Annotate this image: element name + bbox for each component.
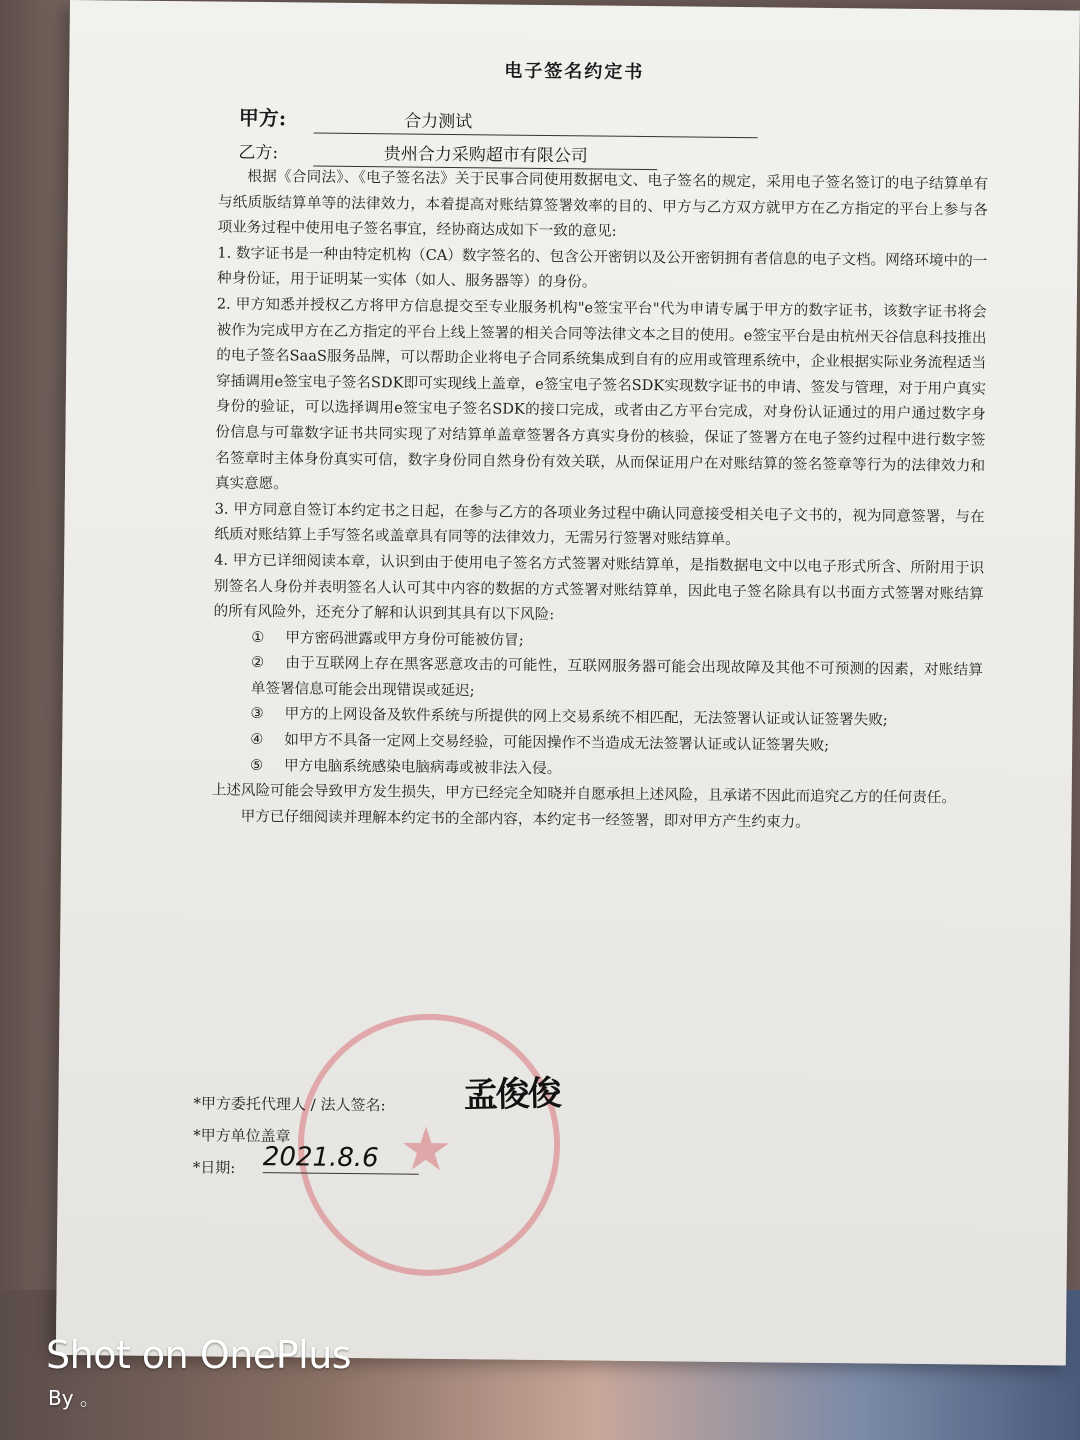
agent-signature-label: *甲方委托代理人 / 法人签名: bbox=[193, 1094, 386, 1115]
party-a-row bbox=[239, 102, 759, 138]
document-body bbox=[211, 164, 988, 837]
party-a-value: 合力测试 bbox=[314, 106, 758, 139]
clause-1: 1. 数字证书是一种由特定机构（CA）数字签名的、包含公开密钥以及公开密钥拥有者信息的电子文档。网络环境中的一种身份证，用于证明某一实体（如人、服务器等）的身份。 bbox=[217, 244, 988, 291]
closing-paragraph: 甲方已仔细阅读并理解本约定书的全部内容，本约定书一经签署，即对甲方产生约束力。 bbox=[240, 807, 810, 831]
clause-4: 4. 甲方已详细阅读本章，认识到由于使用电子签名方式签署对账结算单，是指数据电文中以电子形式所含、所附用于识别签名人身份并表明签名人认可其中内容的数据的方式签署对账结算单，因此电子签名除具有以书面方式签署对账结算的所有风险外，还充分了解和认识到其具有以下风险: bbox=[213, 551, 985, 624]
risk-item bbox=[213, 650, 983, 709]
risk-number: ③ bbox=[250, 705, 264, 723]
clause-2: 2. 甲方知悉并授权乙方将甲方信息提交至专业服务机构"e签宝平台"代为申请专属于甲方的数字证书，该数字证书将会被作为完成甲方在乙方指定的平台上线上签署的相关合同等法律文本之目的使用。e签宝平台是由杭州天谷信息科技推出的电子签名SaaS服务品牌，可以帮助企业将电子合同系统集成到自有的应用或管理系统中，企业根据实际业务流程适当穿插调用e签宝电子签名SDK即可实现线上盖章，e签宝电子签名SDK实现数字证书的申请、签发与管理，对于用户真实身份的验证，可以选择调用e签宝电子签名SDK的接口完成，或者由乙方平台完成，对身份认证通过的用户通过数字身份信息与可靠数字证书共同实现了对结算单盖章签署各方真实身份的核验，保证了签署方在电子签约过程中进行数字签名签章时主体身份真实可信，数字身份同自然身份有效关联，从而保证用户在对账结算的签名签章等行为的法律效力和真实意愿。 bbox=[214, 295, 987, 493]
risk-number: ② bbox=[250, 654, 265, 672]
seal-label: *甲方单位盖章 bbox=[193, 1126, 291, 1146]
handwritten-signature: 孟俊俊 bbox=[463, 1073, 561, 1116]
clause-3: 3. 甲方同意自签订本约定书之日起，在参与乙方的各项业务过程中确认同意接受相关电子文书的，视为同意签署，与在纸质对账结算上手写签名或盖章具有同等的法律效力，无需另行签署对账结算单。 bbox=[214, 500, 985, 549]
document-title: 电子签名约定书 bbox=[504, 60, 645, 84]
risk-text: 由于互联网上存在黑客恶意攻击的可能性，互联网服务器可能会出现故障及其他不可预测的因素，对账结算单签署信息可能会出现错误或延迟; bbox=[250, 654, 984, 700]
handwritten-date: 2021.8.6 bbox=[263, 1142, 419, 1175]
party-a-label: 甲方: bbox=[238, 105, 287, 131]
party-b-value: 贵州合力采购超市有限公司 bbox=[314, 139, 658, 171]
risk-number: ① bbox=[251, 628, 265, 646]
document-paper bbox=[56, 0, 1080, 1366]
seal-star-icon: ★ bbox=[398, 1114, 454, 1186]
risk-text: 甲方的上网设备及软件系统与所提供的网上交易系统不相匹配，无法签署认证或认证签署失败; bbox=[284, 705, 888, 730]
intro-paragraph: 根据《合同法》、《电子签名法》关于民事合同使用数据电文、电子签名的规定，采用电子签名签订的电子结算单有与纸质版结算单等的法律效力，本着提高对账结算签署效率的目的、甲方与乙方双方就甲方在乙方指定的平台上参与各项业务过程中使用电子签名事宜，经协商达成如下一致的意见: bbox=[217, 167, 989, 240]
risk-text: 甲方密码泄露或甲方身份可能被仿冒; bbox=[285, 628, 524, 649]
risk-number: ⑤ bbox=[249, 756, 264, 774]
risk-text: 如甲方不具备一定网上交易经验，可能因操作不当造成无法签署认证或认证签署失败; bbox=[284, 731, 830, 755]
party-b-label: 乙方: bbox=[238, 142, 279, 164]
risk-text: 甲方电脑系统感染电脑病毒或被非法入侵。 bbox=[283, 756, 562, 777]
camera-watermark-by: By 。 bbox=[48, 1386, 100, 1410]
risk-summary: 上述风险可能会导致甲方发生损失，甲方已经完全知晓并自愿承担上述风险，且承诺不因此而追究乙方的任何责任。 bbox=[211, 781, 957, 807]
risk-number: ④ bbox=[250, 730, 264, 749]
date-label: *日期: bbox=[192, 1158, 236, 1177]
camera-watermark: Shot on OnePlus bbox=[46, 1333, 352, 1377]
